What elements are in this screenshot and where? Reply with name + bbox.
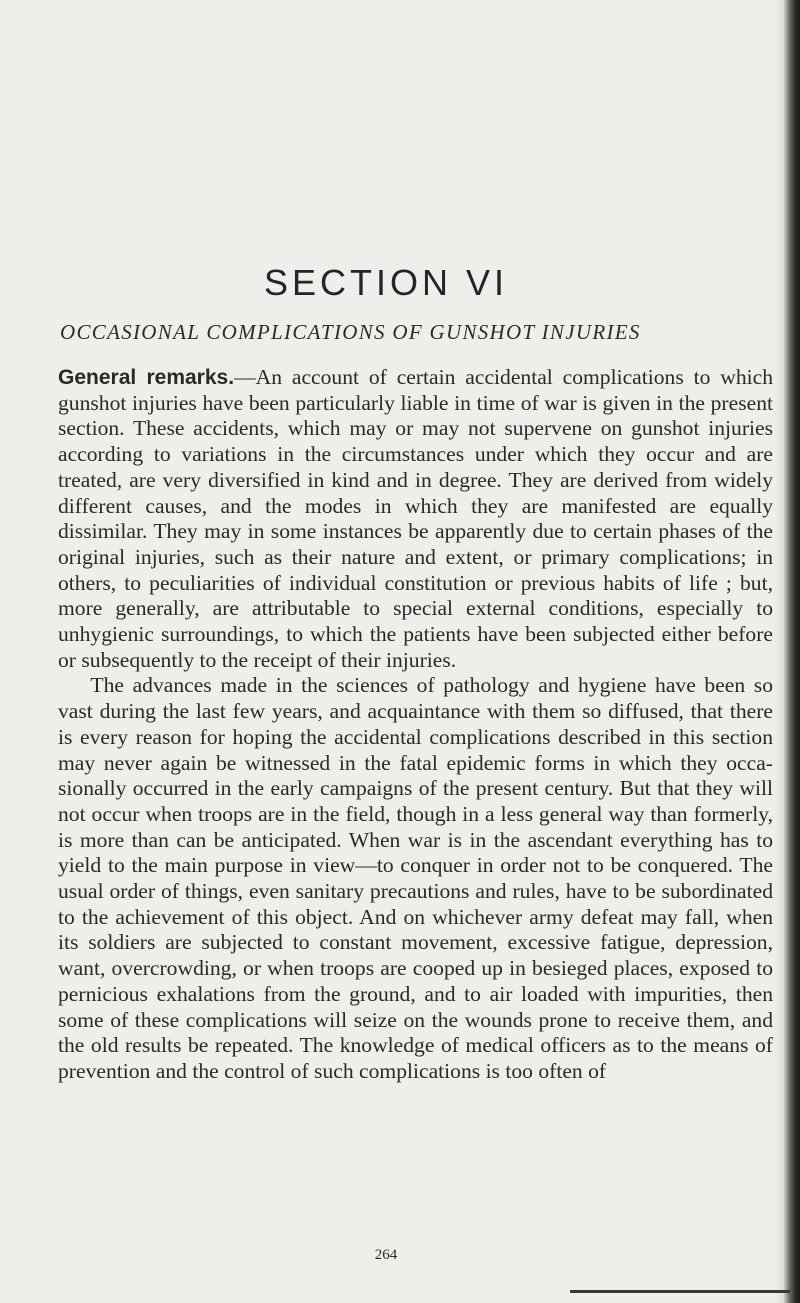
section-heading: SECTION VI — [263, 262, 509, 303]
body-text — [58, 365, 773, 1085]
page-binding-edge — [784, 0, 800, 1303]
binding-shadow — [774, 0, 784, 1303]
page-bottom-edge-line — [570, 1290, 790, 1293]
paragraph-1 — [58, 365, 773, 673]
paragraph-1-text: —An account of certain accidental complications to which gunshot injuries have been particularly liable in time of war is given in the present section. These accidents, which may or may not supervene on gunshot injuries according to variations in the circumstances under which they occur and are treated, are very diversified in kind and in degree. They are derived from widely different causes, and the modes in which they are manifested are equally dissimilar. They may in some instances be apparently due to certain phases of the original injuries, such as their nature and extent, or primary complications; in others, to peculiarities of individual constitution or previous habits of life ; but, more generally, are attributable to special external conditions, especially to unhygienic surroundings, to which the patients have been subjected either before or subsequently to the receipt of their injuries. — [58, 365, 774, 672]
run-in-heading: General remarks. — [58, 366, 235, 389]
page-number: 264 — [374, 1247, 398, 1263]
paragraph-2: The advances made in the sciences of pathology and hygiene have been so vast during the last few years, and acquaintance with them so diffused, that there is every reason for hoping the accidental complications described in this section may never again be witnessed in the fatal epidemic forms in which they occasionally occurred in the early campaigns of the present century. But that they will not occur when troops are in the field, though in a less general way than formerly, is more than can be anticipated. When war is in the ascendant everything has to yield to the main purpose in view—to conquer in order not to be conquered. The usual order of things, even sanitary precautions and rules, have to be subordinated to the achievement of this object. And on whichever army defeat may fall, when its soldiers are subjected to constant movement, excessive fatigue, depression, want, overcrowding, or when troops are cooped up in besieged places, exposed to pernicious exhalations from the ground, and to air loaded with impurities, then some of these complications will seize on the wounds prone to receive them, and the old results be repeated. The knowledge of medical officers as to the means of prevention and the control of such complications is too often of — [58, 673, 773, 1083]
section-title: OCCASIONAL COMPLICATIONS OF GUNSHOT INJURIES — [60, 320, 641, 344]
